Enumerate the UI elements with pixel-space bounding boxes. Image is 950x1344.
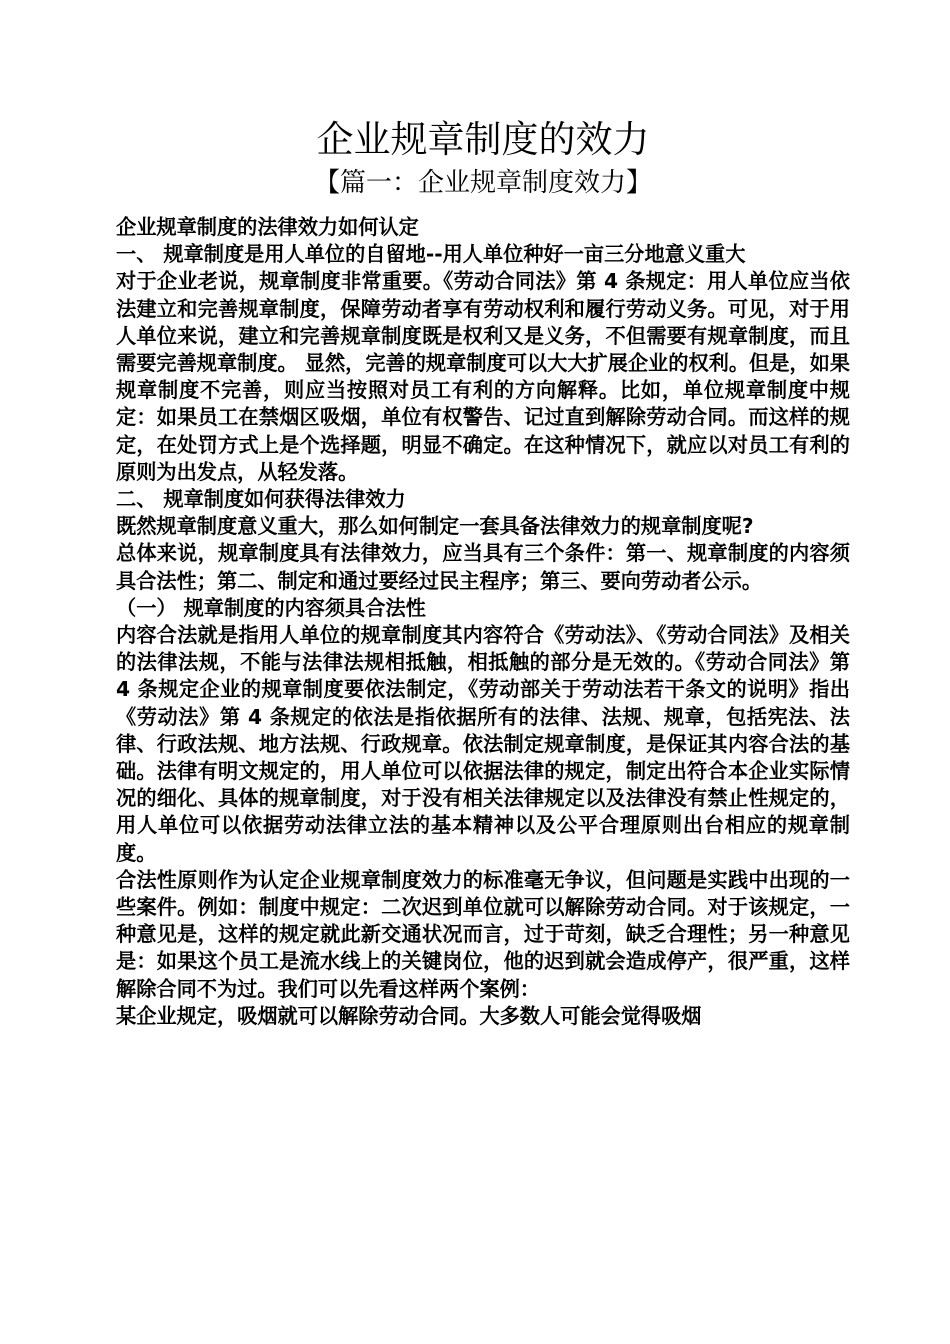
paragraph-heading: 企业规章制度的法律效力如何认定 <box>116 215 419 239</box>
paragraph: 对于企业老说，规章制度非常重要。《劳动合同法》第 4 条规定：用人单位应当依法建立和完善规章制度，保障劳动者享有劳动权利和履行劳动义务。可见，对于用人单位来说，建立和完善规章制度既是权利又是义务，不但需要有规章制度，而且需要完善规章制度。 显然，完善的规章制度可以大大扩展企业的权利。但是，如果规章制度不完善，则应当按照对员工有利的方向解释。比如，单位规章制度中规定：如果员工在禁烟区吸烟，单位有权警告、记过直到解除劳动合同。而这样的规定，在处罚方式上是个选择题，明显不确定。在这种情况下，就应以对员工有利的原则为出发点，从轻发落。 <box>116 269 850 484</box>
paragraph: 内容合法就是指用人单位的规章制度其内容符合《劳动法》、《劳动合同法》及相关的法律法规，不能与法律法规相抵触，相抵触的部分是无效的。《劳动合同法》第 4 条规定企业的规章制度要依法制定，《劳动部关于劳动法若干条文的说明》指出《劳动法》第 4 条规定的依法是指依据所有的法律、法规、规章，包括宪法、法律、行政法规、地方法规、行政规章。依法制定规章制度，是保证其内容合法的基础。法律有明文规定的，用人单位可以依据法律的规定，制定出符合本企业实际情况的细化、具体的规章制度，对于没有相关法律规定以及法律没有禁止性规定的，用人单位可以依据劳动法律立法的基本精神以及公平合理原则出台相应的规章制度。 <box>116 623 850 865</box>
paragraph-section-two: 二、 规章制度如何获得法律效力 <box>116 487 406 512</box>
paragraph: 总体来说，规章制度具有法律效力，应当具有三个条件：第一、规章制度的内容须具合法性；第二、制定和通过要经过民主程序；第三、要向劳动者公示。 <box>116 541 850 593</box>
paragraph: 某企业规定，吸烟就可以解除劳动合同。大多数人可能会觉得吸烟 <box>116 1003 702 1028</box>
paragraph-section-one: 一、 规章制度是用人单位的自留地--用人单位种好一亩三分地意义重大 <box>116 242 746 267</box>
document-body <box>116 214 850 1030</box>
document-subtitle: 【篇一：企业规章制度效力】 <box>313 168 652 198</box>
paragraph: 既然规章制度意义重大，那么如何制定一套具备法律效力的规章制度呢? <box>116 514 754 539</box>
paragraph-subsection-one: （一） 规章制度的内容须具合法性 <box>116 595 426 620</box>
document-title: 企业规章制度的效力 <box>316 118 650 161</box>
paragraph: 合法性原则作为认定企业规章制度效力的标准毫无争议，但问题是实践中出现的一些案件。例如：制度中规定：二次迟到单位就可以解除劳动合同。对于该规定，一种意见是，这样的规定就此新交通状况而言，过于苛刻，缺乏合理性；另一种意见是：如果这个员工是流水线上的关键岗位，他的迟到就会造成停产，很严重，这样解除合同不为过。我们可以先看这样两个案例： <box>116 867 850 1001</box>
